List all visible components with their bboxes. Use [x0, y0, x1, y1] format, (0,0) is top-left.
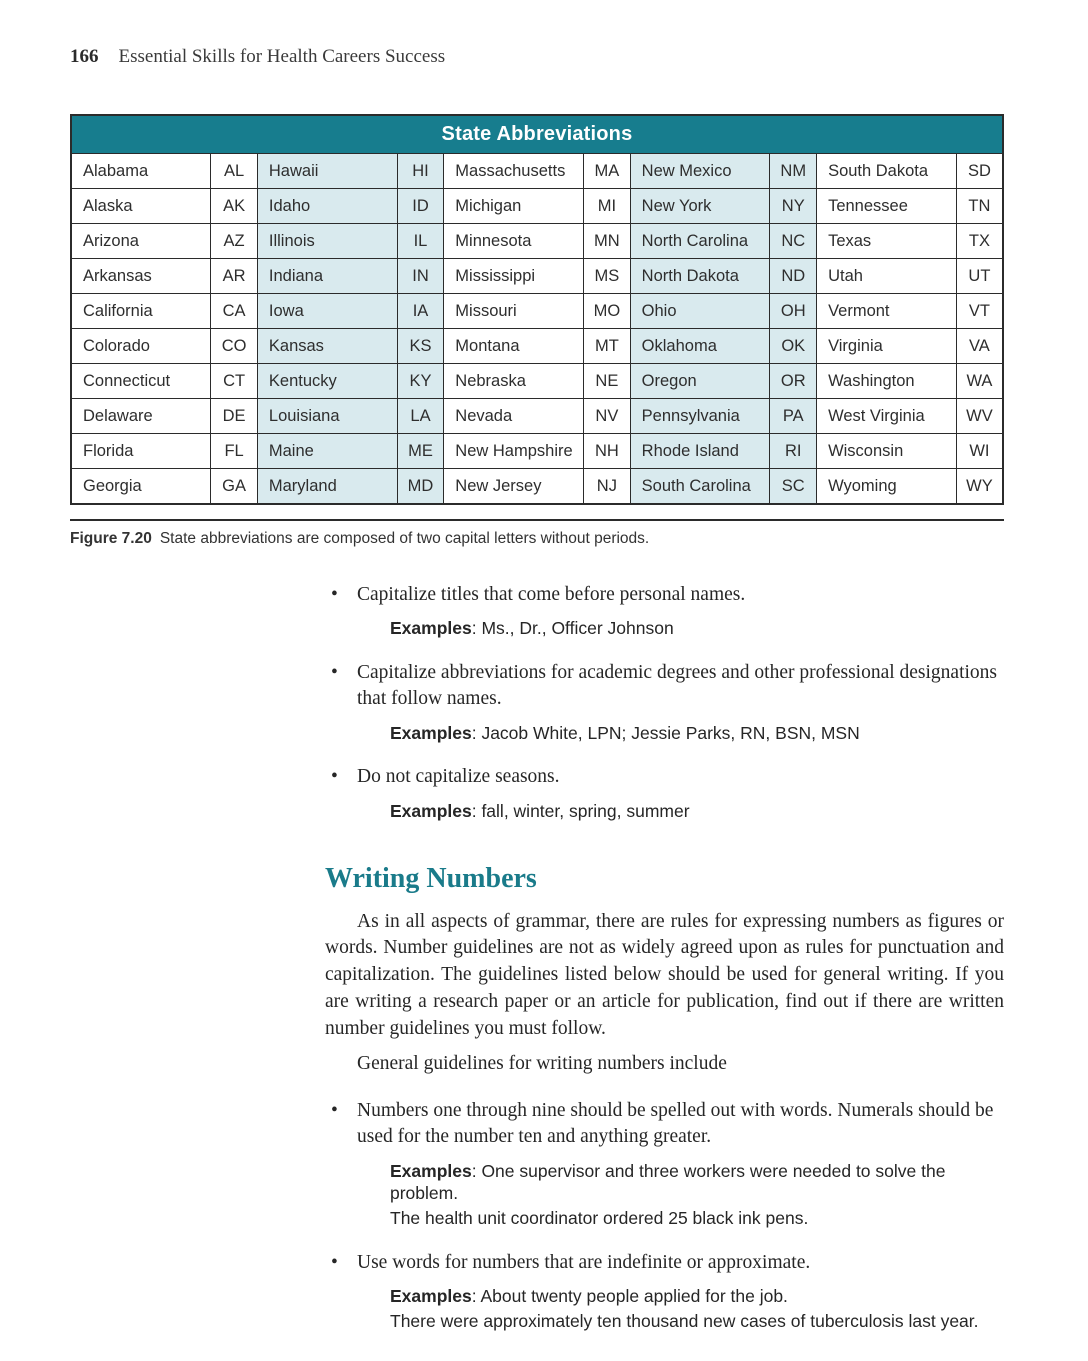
state-name-cell: Nebraska	[444, 364, 584, 399]
state-abbr-cell: UT	[956, 259, 1003, 294]
state-name-cell: South Carolina	[630, 469, 770, 505]
state-abbr-cell: LA	[397, 399, 444, 434]
table-row	[71, 469, 1003, 505]
example-line: Examples: Ms., Dr., Officer Johnson	[390, 618, 674, 639]
state-abbr-cell: CO	[211, 329, 258, 364]
state-abbr-cell: AK	[211, 189, 258, 224]
state-name-cell: New Mexico	[630, 154, 770, 189]
state-abbr-cell: TN	[956, 189, 1003, 224]
state-abbr-cell: AL	[211, 154, 258, 189]
running-title: Essential Skills for Health Careers Success	[118, 46, 446, 67]
state-name-cell: Virginia	[817, 329, 957, 364]
table-row	[71, 154, 1003, 189]
state-abbr-cell: OR	[770, 364, 817, 399]
example-line: Examples: Jacob White, LPN; Jessie Parks, RN, BSN, MSN	[390, 722, 860, 743]
examples-label: Examples	[390, 722, 472, 743]
state-name-cell: Missouri	[444, 294, 584, 329]
table-row	[71, 364, 1003, 399]
state-table-body	[71, 154, 1003, 505]
state-abbr-cell: MI	[584, 189, 631, 224]
state-name-cell: Florida	[71, 434, 211, 469]
state-name-cell: Wyoming	[817, 469, 957, 505]
state-abbreviations-table	[70, 114, 1004, 505]
table-row	[71, 329, 1003, 364]
table-row	[71, 434, 1003, 469]
state-abbr-cell: NV	[584, 399, 631, 434]
state-name-cell: Massachusetts	[444, 154, 584, 189]
state-abbr-cell: KY	[397, 364, 444, 399]
state-abbr-cell: AZ	[211, 224, 258, 259]
state-name-cell: Idaho	[257, 189, 397, 224]
state-abbr-cell: ID	[397, 189, 444, 224]
state-name-cell: California	[71, 294, 211, 329]
state-abbr-cell: NE	[584, 364, 631, 399]
state-name-cell: Delaware	[71, 399, 211, 434]
state-name-cell: Colorado	[71, 329, 211, 364]
figure-caption	[70, 519, 1004, 548]
state-name-cell: Oklahoma	[630, 329, 770, 364]
state-name-cell: Nevada	[444, 399, 584, 434]
state-name-cell: Maine	[257, 434, 397, 469]
state-abbr-cell: OK	[770, 329, 817, 364]
state-name-cell: Wisconsin	[817, 434, 957, 469]
state-name-cell: Maryland	[257, 469, 397, 505]
state-abbr-cell: KS	[397, 329, 444, 364]
example-line: Examples: About twenty people applied for the job.	[390, 1286, 788, 1307]
state-abbr-cell: MA	[584, 154, 631, 189]
state-name-cell: Alaska	[71, 189, 211, 224]
table-row	[71, 189, 1003, 224]
examples-label: Examples	[390, 1160, 472, 1181]
state-abbr-cell: AR	[211, 259, 258, 294]
state-abbr-cell: GA	[211, 469, 258, 505]
state-abbr-cell: WV	[956, 399, 1003, 434]
state-abbr-cell: WI	[956, 434, 1003, 469]
state-abbr-cell: SC	[770, 469, 817, 505]
state-name-cell: New Hampshire	[444, 434, 584, 469]
state-name-cell: Georgia	[71, 469, 211, 505]
state-abbr-cell: FL	[211, 434, 258, 469]
state-abbr-cell: ME	[397, 434, 444, 469]
state-name-cell: Utah	[817, 259, 957, 294]
state-abbr-cell: CA	[211, 294, 258, 329]
state-name-cell: Ohio	[630, 294, 770, 329]
state-abbr-cell: IA	[397, 294, 444, 329]
state-abbr-cell: NH	[584, 434, 631, 469]
capitalization-bullet-list	[325, 582, 1004, 823]
state-abbr-cell: PA	[770, 399, 817, 434]
state-name-cell: Kentucky	[257, 364, 397, 399]
example-line: Examples: fall, winter, spring, summer	[390, 800, 690, 821]
state-name-cell: Connecticut	[71, 364, 211, 399]
state-abbr-cell: IL	[397, 224, 444, 259]
state-name-cell: Arizona	[71, 224, 211, 259]
state-abbr-cell: WA	[956, 364, 1003, 399]
table-row	[71, 399, 1003, 434]
writing-numbers-paragraph: As in all aspects of grammar, there are rules for expressing numbers as figures or words. Number guidelines are not as widely agreed upon as rules for punctuation and capitalization. The guidelines listed below should be used for general writing. If you are writing a research paper or an article for publication, find out if there are written number guidelines you must follow.	[325, 910, 1004, 1040]
table-row	[71, 294, 1003, 329]
body-text-column	[325, 582, 1004, 1333]
state-abbr-cell: MT	[584, 329, 631, 364]
table-row	[71, 224, 1003, 259]
state-abbr-cell: RI	[770, 434, 817, 469]
state-abbr-cell: MS	[584, 259, 631, 294]
state-name-cell: Texas	[817, 224, 957, 259]
bullet-item: • Do not capitalize seasons.	[325, 764, 1004, 790]
state-abbr-cell: NM	[770, 154, 817, 189]
state-abbr-cell: SD	[956, 154, 1003, 189]
state-abbr-cell: NJ	[584, 469, 631, 505]
state-abbr-cell: TX	[956, 224, 1003, 259]
state-abbr-cell: DE	[211, 399, 258, 434]
examples-label: Examples	[390, 1286, 472, 1307]
bullet-item: • Capitalize titles that come before personal names.	[325, 582, 1004, 608]
state-name-cell: Louisiana	[257, 399, 397, 434]
section-heading-writing-numbers: Writing Numbers	[325, 862, 537, 894]
figure-caption-label: Figure 7.20	[70, 530, 152, 547]
state-abbr-cell: WY	[956, 469, 1003, 505]
state-abbr-cell: CT	[211, 364, 258, 399]
state-name-cell: Indiana	[257, 259, 397, 294]
state-name-cell: Rhode Island	[630, 434, 770, 469]
figure-caption-text: State abbreviations are composed of two capital letters without periods.	[159, 530, 650, 547]
state-name-cell: Montana	[444, 329, 584, 364]
state-name-cell: Kansas	[257, 329, 397, 364]
bullet-item: • Use words for numbers that are indefinite or approximate.	[325, 1250, 1004, 1276]
state-name-cell: Alabama	[71, 154, 211, 189]
state-abbr-cell: OH	[770, 294, 817, 329]
state-name-cell: South Dakota	[817, 154, 957, 189]
state-abbr-cell: IN	[397, 259, 444, 294]
state-name-cell: Iowa	[257, 294, 397, 329]
state-name-cell: West Virginia	[817, 399, 957, 434]
state-name-cell: Illinois	[257, 224, 397, 259]
table-row	[71, 259, 1003, 294]
state-abbr-cell: NC	[770, 224, 817, 259]
page-number: 166	[70, 46, 99, 67]
state-abbr-cell: NY	[770, 189, 817, 224]
state-name-cell: Oregon	[630, 364, 770, 399]
examples-label: Examples	[390, 618, 472, 639]
running-head	[70, 46, 1004, 68]
state-name-cell: North Carolina	[630, 224, 770, 259]
table-title: State Abbreviations	[71, 115, 1003, 154]
writing-numbers-lead-in: General guidelines for writing numbers include	[357, 1053, 727, 1075]
example-line: There were approximately ten thousand new cases of tuberculosis last year.	[390, 1310, 979, 1331]
bullet-item: • Numbers one through nine should be spelled out with words. Numerals should be used for the number ten and anything greater.	[325, 1098, 1004, 1151]
state-abbr-cell: VA	[956, 329, 1003, 364]
state-name-cell: New York	[630, 189, 770, 224]
state-name-cell: Mississippi	[444, 259, 584, 294]
state-name-cell: Arkansas	[71, 259, 211, 294]
example-line: Examples: One supervisor and three workers were needed to solve the problem.	[390, 1160, 946, 1204]
state-name-cell: Michigan	[444, 189, 584, 224]
bullet-item: • Capitalize abbreviations for academic degrees and other professional designations that follow names.	[325, 660, 1004, 713]
example-line: The health unit coordinator ordered 25 black ink pens.	[390, 1208, 809, 1229]
state-name-cell: Washington	[817, 364, 957, 399]
state-abbr-cell: VT	[956, 294, 1003, 329]
state-name-cell: Minnesota	[444, 224, 584, 259]
state-abbr-cell: ND	[770, 259, 817, 294]
state-abbr-cell: HI	[397, 154, 444, 189]
number-guidelines-bullet-list	[325, 1098, 1004, 1333]
state-name-cell: New Jersey	[444, 469, 584, 505]
state-abbr-cell: MD	[397, 469, 444, 505]
state-name-cell: Pennsylvania	[630, 399, 770, 434]
state-name-cell: Hawaii	[257, 154, 397, 189]
state-name-cell: Vermont	[817, 294, 957, 329]
examples-label: Examples	[390, 800, 472, 821]
state-name-cell: North Dakota	[630, 259, 770, 294]
state-abbr-cell: MN	[584, 224, 631, 259]
state-name-cell: Tennessee	[817, 189, 957, 224]
state-abbr-cell: MO	[584, 294, 631, 329]
